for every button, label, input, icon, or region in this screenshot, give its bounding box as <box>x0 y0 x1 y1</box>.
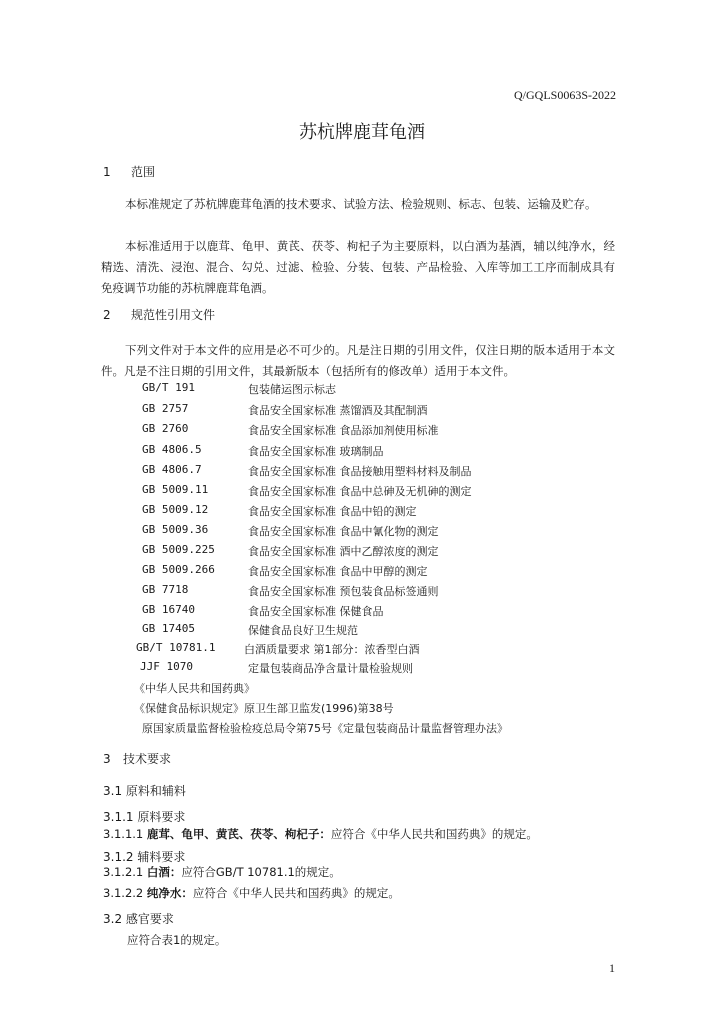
document-code: Q/GQLS0063S-2022 <box>513 88 616 102</box>
section-1-paragraph-2: 本标准适用于以鹿茸、龟甲、黄芪、茯苓、枸杞子为主要原料，以白酒为基酒，辅以纯净水，经精选、清洗、浸泡、混合、勾兑、过滤、检验、分装、包装、产品检验、入库等加工工序而制成具有免疫调节功能的苏杭牌鹿茸龟酒。 <box>101 239 615 295</box>
clause-label: 纯净水： <box>146 886 193 900</box>
ref-title: 食品安全国家标准 食品接触用塑料材料及制品 <box>248 465 472 478</box>
subsection-3-1-1-heading <box>103 808 185 825</box>
clause-number: 3.1.1.1 <box>103 827 144 841</box>
ref-code: GB 2757 <box>142 402 189 415</box>
ref-title: 食品安全国家标准 食品中总砷及无机砷的测定 <box>248 485 472 498</box>
ref-title: 食品安全国家标准 保健食品 <box>248 605 384 618</box>
clause-text: 应符合《中华人民共和国药典》的规定。 <box>192 886 400 900</box>
section-3-heading <box>103 750 171 767</box>
section-3-2-text: 应符合表1的规定。 <box>127 933 227 947</box>
ref-code: GB 5009.266 <box>142 563 215 576</box>
page-title: 苏杭牌鹿茸龟酒 <box>299 122 425 143</box>
ref-title: 食品安全国家标准 酒中乙醇浓度的测定 <box>248 545 439 558</box>
ref-code: GB 4806.5 <box>142 443 202 456</box>
ref-title: 食品安全国家标准 食品中铅的测定 <box>248 505 417 518</box>
ref-code: GB 17405 <box>142 622 195 635</box>
subsection-title: 原料和辅料 <box>125 784 186 798</box>
clause-label: 鹿茸、龟甲、黄芪、茯苓、枸杞子： <box>146 827 331 841</box>
clause-number: 3.1.2.1 <box>103 865 144 879</box>
subsection-number: 3.1.2 <box>103 850 134 864</box>
clause-3-1-1-1 <box>103 824 538 845</box>
subsection-title: 原料要求 <box>137 810 186 824</box>
clause-number: 3.1.2.2 <box>103 886 144 900</box>
ref-code: GB 5009.36 <box>142 523 209 536</box>
subsection-title: 感官要求 <box>125 912 174 926</box>
subsection-number: 3.2 <box>103 912 123 926</box>
section-title: 规范性引用文件 <box>131 308 216 322</box>
ref-code: GB 5009.12 <box>142 503 209 516</box>
ref-title: 保健食品良好卫生规范 <box>248 624 358 637</box>
subsection-number: 3.1 <box>103 784 123 798</box>
section-1-heading <box>103 163 155 180</box>
ref-code: GB/T 10781.1 <box>136 641 216 654</box>
ref-title: 定量包装商品净含量计量检验规则 <box>248 662 413 675</box>
ref-extra: 原国家质量监督检验检疫总局令第75号《定量包装商品计量监督管理办法》 <box>142 722 508 735</box>
ref-code: GB/T 191 <box>142 381 195 394</box>
section-title: 技术要求 <box>123 752 172 766</box>
section-number: 3 <box>103 752 111 766</box>
section-number: 2 <box>103 308 111 322</box>
ref-title: 食品安全国家标准 玻璃制品 <box>248 445 384 458</box>
section-title: 范围 <box>131 165 156 179</box>
page-number: 1 <box>609 961 615 975</box>
clause-3-1-2-1 <box>103 862 341 883</box>
ref-title: 食品安全国家标准 预包装食品标签通则 <box>248 585 439 598</box>
clause-label: 白酒： <box>146 865 182 879</box>
subsection-number: 3.1.1 <box>103 810 134 824</box>
clause-3-1-2-2 <box>103 883 400 904</box>
ref-extra: 《中华人民共和国药典》 <box>134 682 255 695</box>
ref-code: JJF 1070 <box>140 660 193 673</box>
ref-code: GB 16740 <box>142 603 195 616</box>
subsection-3-1-heading <box>103 782 186 799</box>
clause-text: 应符合《中华人民共和国药典》的规定。 <box>330 827 538 841</box>
section-1-paragraph-1: 本标准规定了苏杭牌鹿茸龟酒的技术要求、试验方法、检验规则、标志、包装、运输及贮存。 <box>125 197 597 211</box>
section-number: 1 <box>103 165 111 179</box>
ref-code: GB 5009.225 <box>142 543 215 556</box>
ref-title: 食品安全国家标准 食品中甲醇的测定 <box>248 565 428 578</box>
section-2-heading <box>103 306 215 323</box>
ref-title: 食品安全国家标准 食品添加剂使用标准 <box>248 424 439 437</box>
ref-title: 白酒质量要求 第1部分：浓香型白酒 <box>244 643 420 656</box>
ref-code: GB 4806.7 <box>142 463 202 476</box>
ref-title: 食品安全国家标准 蒸馏酒及其配制酒 <box>248 404 428 417</box>
ref-code: GB 5009.11 <box>142 483 209 496</box>
clause-text: 应符合GB/T 10781.1的规定。 <box>181 865 341 879</box>
ref-title: 食品安全国家标准 食品中氰化物的测定 <box>248 525 439 538</box>
subsection-title: 辅料要求 <box>137 850 186 864</box>
section-2-intro: 下列文件对于本文件的应用是必不可少的。凡是注日期的引用文件，仅注日期的版本适用于本文件。凡是不注日期的引用文件，其最新版本（包括所有的修改单）适用于本文件。 <box>101 343 615 378</box>
ref-extra: 《保健食品标识规定》原卫生部卫监发(1996)第38号 <box>134 702 394 715</box>
ref-code: GB 2760 <box>142 422 189 435</box>
ref-code: GB 7718 <box>142 583 189 596</box>
subsection-3-2-heading <box>103 910 174 927</box>
ref-title: 包装储运图示标志 <box>248 383 336 396</box>
